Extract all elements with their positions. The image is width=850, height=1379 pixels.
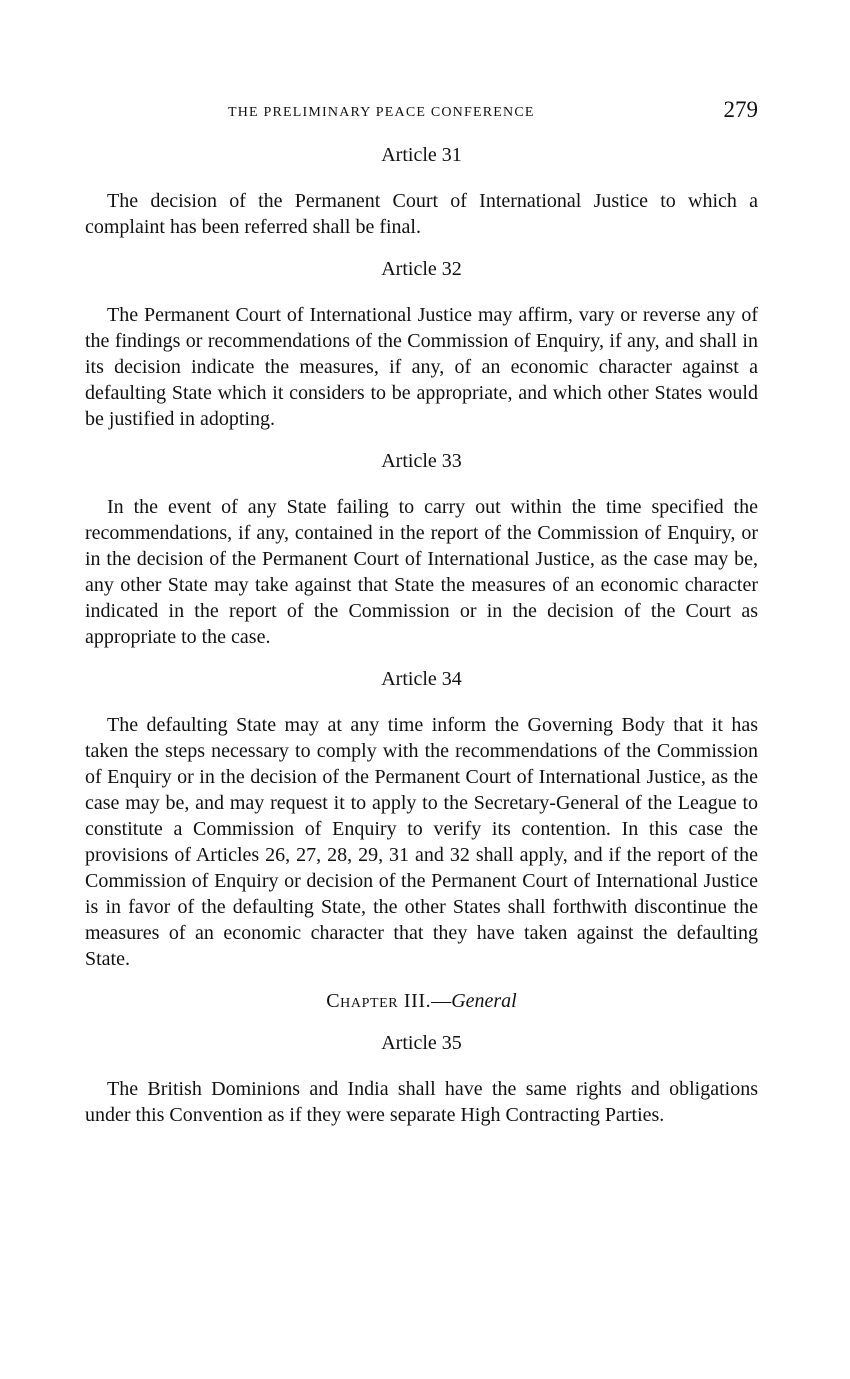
page-number: 279 [723, 97, 758, 122]
chapter-heading [85, 988, 758, 1014]
article-32-text: The Permanent Court of International Justice may affirm, vary or reverse any of the findings or recommendations of the Commission of Enquiry, if any, and shall in its decision indicate the measures, if any, of an economic character against a defaulting State which it considers to be appropriate, and which other States would be justified in adopting. [85, 304, 758, 430]
article-35-heading: Article 35 [381, 1032, 462, 1054]
chapter-label: Chapter III. [326, 990, 432, 1012]
article-31-section [85, 142, 758, 240]
article-35-text: The British Dominions and India shall have the same rights and obligations under this Convention as if they were separate High Contracting Parties. [85, 1078, 758, 1126]
article-33-section [85, 448, 758, 650]
article-31-text: The decision of the Permanent Court of International Justice to which a complaint has been referred shall be final. [85, 190, 758, 238]
article-32-section [85, 256, 758, 432]
article-31-heading: Article 31 [381, 144, 462, 166]
chapter-separator: — [431, 990, 452, 1012]
article-33-text: In the event of any State failing to carry out within the time specified the recommendations, if any, contained in the report of the Commission of Enquiry, or in the decision of the Permanent Court of International Justice, as the case may be, any other State may take against that State the measures of an economic character indicated in the report of the Commission or in the decision of the Court as appropriate to the case. [85, 496, 758, 648]
chapter-subtitle: General [451, 990, 517, 1012]
article-34-text: The defaulting State may at any time inform the Governing Body that it has taken the steps necessary to comply with the recommendations of the Commission of Enquiry or in the decision of the Permanent Court of International Justice, as the case may be, and may request it to apply to the Secretary-General of the League to constitute a Commission of Enquiry to verify its contention. In this case the provisions of Articles 26, 27, 28, 29, 31 and 32 shall apply, and if the report of the Commission of Enquiry or decision of the Permanent Court of International Justice is in favor of the defaulting State, the other States shall forthwith discontinue the measures of an economic character that they have taken against the defaulting State. [85, 714, 758, 970]
page-content [85, 92, 758, 1128]
article-32-heading: Article 32 [381, 258, 462, 280]
running-header [85, 92, 758, 128]
article-34-section [85, 666, 758, 972]
article-34-heading: Article 34 [381, 668, 462, 690]
article-33-heading: Article 33 [381, 450, 462, 472]
running-title: THE PRELIMINARY PEACE CONFERENCE [228, 105, 535, 120]
article-35-section [85, 1030, 758, 1128]
